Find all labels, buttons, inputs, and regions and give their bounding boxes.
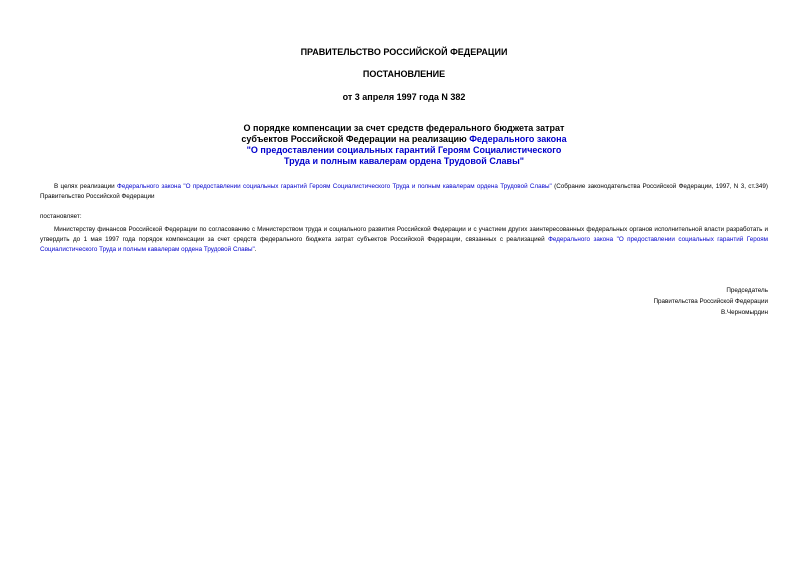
federal-law-link-preamble[interactable]: Федерального закона "О предоставлении социальных гарантий Героям Социалистического Труда и полным кавалерам ордена Трудовой Славы": [117, 183, 552, 190]
document-page: [40, 0, 768, 571]
federal-law-link-title[interactable]: Федерального закона: [469, 134, 567, 144]
title-line-1: О порядке компенсации за счет средств федерального бюджета затрат: [243, 123, 565, 133]
signatory-organization: Правительства Российской Федерации: [653, 298, 768, 305]
signatory-name: В.Черномырдин: [720, 309, 768, 316]
operative-text: Министерству финансов Российской Федерации по согласованию с Министерством труда и социального развития Российской Федерации и с участием других заинтересованных федеральных органов исполнительной власти разработать и утвердить до 1 мая 1997 года порядок компенсации за счет средств федерального бюджета затрат субъектов Российской Федерации, связанных с реализацией: [40, 226, 768, 243]
federal-law-link-operative[interactable]: Федерального закона "О предоставлении социальных гарантий Героям Социалистического Труда и полным кавалерам ордена Трудовой Славы": [40, 236, 768, 253]
title-line-4: [40, 156, 768, 167]
preamble-text: В целях реализации: [54, 183, 118, 190]
document-type: ПОСТАНОВЛЕНИЕ: [362, 69, 446, 79]
preamble-paragraph: [40, 182, 768, 202]
operative-end: .: [254, 246, 257, 253]
document-title: [40, 123, 768, 167]
resolves-line: постановляет:: [40, 213, 82, 220]
preamble-source-text: (Собрание законодательства Российской Федерации, 1997, N 3, ст.349) Правительство Российской Федерации: [40, 183, 768, 200]
signature-block: [654, 285, 768, 318]
federal-law-link-title-name[interactable]: "О предоставлении социальных гарантий Героям Социалистического: [246, 145, 562, 155]
operative-paragraph: [40, 225, 768, 255]
title-line-3: [40, 145, 768, 156]
title-line-2-text: субъектов Российской Федерации на реализацию: [241, 134, 470, 144]
federal-law-link-title-name-end[interactable]: Труда и полным кавалерам ордена Трудовой Славы": [283, 156, 525, 166]
issuing-authority: ПРАВИТЕЛЬСТВО РОССИЙСКОЙ ФЕДЕРАЦИИ: [300, 47, 508, 57]
title-line-2: [40, 134, 768, 145]
document-date-number: от 3 апреля 1997 года N 382: [342, 92, 466, 102]
signatory-position: Председатель: [726, 287, 768, 294]
